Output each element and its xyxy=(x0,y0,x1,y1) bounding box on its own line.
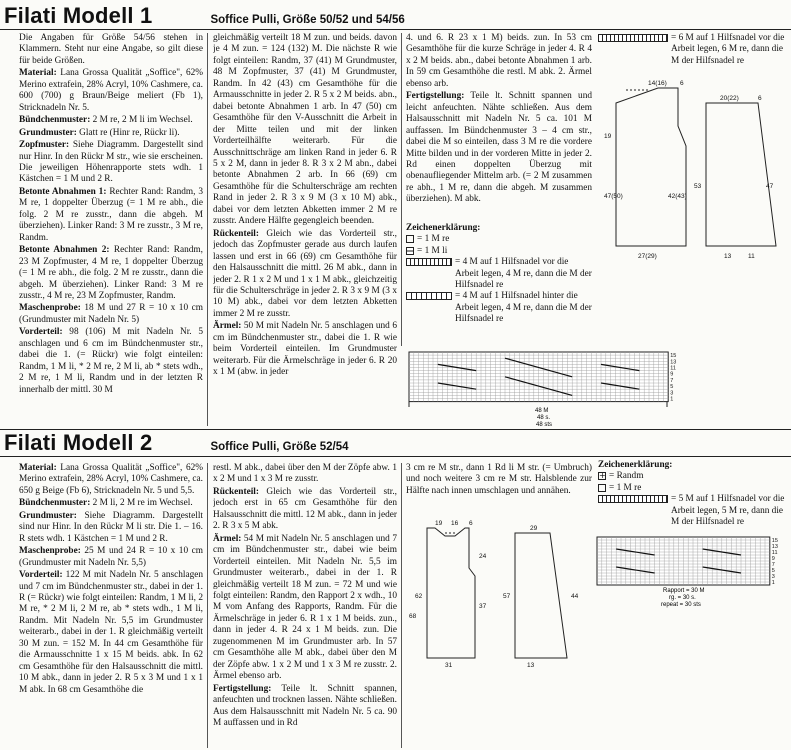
front-body-outline xyxy=(616,88,686,246)
chart-row-number: 9 xyxy=(670,371,674,378)
model1-col3-text: 4. und 6. R 23 x 1 M) beids. zun. In 53 cm Gesamthöhe für die kurze Schräge in jeder 4. R 4 x 2 M beids. abn., dabei betonte Abnahmen 1 arb. In 59 cm Gesamthöhe die restl. M abk. 2. Ärmel ebenso arb. xyxy=(406,33,592,89)
model2-legend-item: = Randm xyxy=(609,471,644,482)
model2-finish-heading: Fertigstellung: xyxy=(213,683,272,694)
chart-row-number: 9 xyxy=(771,556,775,562)
paragraph-heading: Zopfmuster: xyxy=(19,140,70,151)
schem-label: 6 xyxy=(758,95,762,102)
paragraph-text: 18 M und 27 R = 10 x 10 cm (Grundmuster mit Nadeln Nr. 5) xyxy=(19,303,203,325)
paragraph-heading: Material: xyxy=(19,463,57,473)
chart-row-number: 7 xyxy=(771,562,775,568)
paragraph-text: Die Angaben für Größe 54/56 stehen in Klammern. Steht nur eine Angabe, so gilt diese für beide Größen. xyxy=(19,33,203,66)
chart-row-number: 15 xyxy=(670,353,677,360)
paragraph-text: Lana Grossa Qualität „Soffice", 62% Merino extrafein, 28% Acryl, 10% Cashmere, ca. 650 g Beige (Fb 6), Stricknadeln Nr. 5 und 5,5. xyxy=(19,463,203,496)
model2-col2-text: restl. M abk., dabei über den M der Zöpfe abw. 1 x 2 M und 1 x 3 M re zusstr. xyxy=(213,463,397,485)
model1-sleeve-text: 50 M mit Nadeln Nr. 5 anschlagen und 6 cm im Bündchenmuster str., dabei die 1. R wie beim Vorderteil einteilen. Im Grundmuster weiterarb. Für die Ärmelschräge in jeder 6. R 20 x 1 M (abw. in jeder xyxy=(213,321,397,378)
schem-label: 29 xyxy=(530,525,538,532)
schem-label: 57 xyxy=(503,593,511,600)
model2-finish-text: Teile lt. Schnitt spannen, anfeuchten und trocknen lassen. Nähte schließen. Aus dem Halsausschnitt mit Nadeln Nr. 5 ca. 90 M auffassen und in Rd xyxy=(213,683,397,728)
model2-grid-chart xyxy=(593,535,789,613)
paragraph-heading: Vorderteil: xyxy=(19,570,63,581)
paragraph-heading: Betonte Abnahmen 2: xyxy=(19,245,110,256)
model1-finish-text: Teile lt. Schnitt spannen und leicht anfeuchten. Nähte schließen. Aus dem Halsausschnitt mit Nadeln Nr. 5 ca. 101 M auffassen. Im Bündchenmuster 3 – 4 cm str., dabei die M so einteilen, dass 3 M re die vordere Mitte bilden und in der vorderen Mitte in jeder 2. Rd einen doppelten Überzug mit obenaufliegender Mittelm arb. (= 2 M zusammen re abh., 1 M re, dann die abgeh. M zusammen überziehen). M abk. xyxy=(406,91,592,205)
schem-label: 19 xyxy=(435,520,443,527)
model2-title: Filati Modell 2 xyxy=(4,430,153,455)
cable-five-symbol-icon xyxy=(598,495,668,503)
paragraph-heading: Maschenprobe: xyxy=(19,303,81,314)
model1-column-3 xyxy=(406,33,592,233)
model1-legend-right xyxy=(598,33,788,67)
chart-row-number: 5 xyxy=(670,384,674,391)
chart-row-number: 1 xyxy=(771,580,775,586)
schem-label: 20(22) xyxy=(720,95,739,102)
sleeve-outline xyxy=(706,103,776,246)
paragraph-text: Siehe Diagramm. Dargestellt sind nur Hinr. In den Rückr M li str. Die 1. – 16. R stets wdh. 1 Kästchen = 1 M und 2 R. xyxy=(19,510,203,544)
cable-front-symbol-icon xyxy=(406,258,452,266)
model1-legend-item: = 1 M re xyxy=(417,234,450,245)
model1-legend-item: = 4 M auf 1 Hilfsnadel vor die Arbeit legen, 4 M re, dann die M der Hilfsnadel re xyxy=(455,257,592,291)
column-divider xyxy=(401,33,402,346)
model2-subtitle: Soffice Pulli, Größe 52/54 xyxy=(210,441,349,453)
chart-row-number: 7 xyxy=(670,377,674,384)
sleeve-outline xyxy=(515,533,567,658)
model1-column-1 xyxy=(19,33,203,428)
model1-legend xyxy=(406,223,592,326)
chart-arrow xyxy=(409,402,667,407)
schem-label: 68 xyxy=(409,613,417,620)
schem-label: 62 xyxy=(415,593,423,600)
model2-schematic xyxy=(405,518,590,668)
model2-legend-title: Zeichenerklärung: xyxy=(598,460,673,470)
schem-label: 19 xyxy=(604,133,612,140)
model1-subtitle: Soffice Pulli, Größe 50/52 und 54/56 xyxy=(210,14,405,26)
model1-legend-item: = 4 M auf 1 Hilfsnadel hinter die Arbeit legen, 4 M re, dann die M der Hilfsnadel re xyxy=(455,291,592,325)
paragraph-text: 98 (106) M mit Nadeln Nr. 5 anschlagen und 6 cm im Bündchenmuster str., dabei die 1. (= Rückr) wie folgt einteilen: Randm, 1 M li, * 2 M re, 2 M li, ab * stets wdh., 2 M re, 1 M li, Randm und in der letzten R innerhalb der mittl. 30 M xyxy=(19,327,203,395)
model2-legend xyxy=(598,460,788,528)
model1-finish-heading: Fertigstellung: xyxy=(406,91,465,102)
chart-row-number: 3 xyxy=(771,574,775,580)
schem-label: 16 xyxy=(451,520,459,527)
schem-label: 13 xyxy=(724,253,732,260)
model2-header xyxy=(0,429,791,457)
model2-column-2 xyxy=(213,463,397,748)
schem-label: 31 xyxy=(445,662,453,668)
model1-sleeve-heading: Ärmel: xyxy=(213,321,242,332)
chart-row-number: 3 xyxy=(670,390,674,397)
model2-sleeve-heading: Ärmel: xyxy=(213,533,242,544)
paragraph-text: 2 M re, 2 M li im Wechsel. xyxy=(90,115,193,126)
model1-col2-text: gleichmäßig verteilt 18 M zun. und beids. davon je 4 M zun. = 124 (132) M. Die nächste R wie folgt einteilen: Randm, 37 (41) M Grundmuster, 48 M Zopfmuster, 37 (41) M Grundmuster, Randm. In 42 (43) cm Gesamthöhe für die Armausschnitte in jeder 2. R 5 x 2 M beids. abn., dabei betonte Abnahmen 1 arb. In 47 (50) cm Gesamthöhe für den V-Ausschnitt die Arbeit in der Mitte teilen und mit der linken Vorderteilhälfte weiterarb. Für die Ausschnittschräge am linken Rand in jeder 6. R 5 x 2 M, dann in jeder 8. R 3 x 2 M abn., dabei betonte Abnahmen 2 arb. In 66 (69) cm Gesamthöhe für die Schulterschräge am rechten Rand in jeder 2. R 3 x 9 M (3 x 10 M) abk., dabei vor dem letzten Abketten immer 2 M re zusstr. Andere Hälfte gegengleich beenden. xyxy=(213,33,397,227)
model1-header xyxy=(0,2,791,30)
model2-column-3 xyxy=(406,463,592,523)
paragraph-text: Rechter Rand: Randm, 3 M re, 1 doppelter Überzug (= 1 M re abh., die folg. 2 M re zusstr., dann die abgeh. M überziehen). Linker Rand: 3 M re zusstr., 3 M re, Randm. xyxy=(19,186,203,243)
schem-label: 27(29) xyxy=(638,253,657,260)
model1-title: Filati Modell 1 xyxy=(4,3,153,28)
paragraph-text: 25 M und 24 R = 10 x 10 cm (Grundmuster mit Nadeln Nr. 5,5) xyxy=(19,546,203,568)
schem-label: 42(43) xyxy=(668,193,687,200)
chart-row-number: 15 xyxy=(771,538,778,544)
model1-cable-chart xyxy=(405,350,685,430)
model2-col3-text: 3 cm re M str., dann 1 Rd li M str. (= Umbruch) und noch weitere 3 cm re M str. Halsblende zur Hälfte nach innen umschlagen und annähen. xyxy=(406,463,592,496)
paragraph-heading: Bündchenmuster: xyxy=(19,115,91,126)
schem-label: 14(16) xyxy=(648,80,667,87)
schem-label: 44 xyxy=(571,593,579,600)
schem-label: 6 xyxy=(680,80,684,87)
paragraph-heading: Bündchenmuster: xyxy=(19,498,91,509)
chart-row-number: 13 xyxy=(771,544,778,550)
cable-back-symbol-icon xyxy=(406,292,452,300)
paragraph-heading: Grundmuster: xyxy=(19,127,77,138)
schem-label: 47(50) xyxy=(604,193,623,200)
knit-symbol-icon xyxy=(406,235,414,243)
model2-back-heading: Rückenteil: xyxy=(213,486,259,497)
column-divider xyxy=(401,463,402,748)
chart-width-label: rg. = 30 s. xyxy=(669,595,696,601)
paragraph-text: 122 M mit Nadeln Nr. 5 anschlagen und 7 cm im Bündchenmuster str., dabei in der 1. R (= Rückr) wie folgt einteilen: Randm, 1 M li, 2 M re, * 2 M li, 2 M re, ab * stets wdh., 1 M li, Randm. Mit Nadeln Nr. 5,5 im Grundmuster weiterarb., dabei in der 1. R gleichmäßig verteilt 30 M zun. = 152 M. In 44 cm Gesamthöhe für die Armausschnitte 1 x 15 M beids. abk. In 62 cm Gesamthöhe für den Halsausschnitt die mittl. 10 M abk., dann in jeder 2. R 5 x 3 M und 1 x 1 M abk. In 68 cm Gesamthöhe die xyxy=(19,570,203,695)
chart-row-number: 11 xyxy=(670,365,676,372)
schem-label: 37 xyxy=(479,603,487,610)
model2-legend-item: = 5 M auf 1 Hilfsnadel vor die Arbeit legen, 5 M re, dann die M der Hilfsnadel re xyxy=(671,494,785,528)
schem-label: 47 xyxy=(766,183,774,190)
column-divider xyxy=(207,33,208,426)
column-divider xyxy=(207,463,208,748)
paragraph-heading: Maschenprobe: xyxy=(19,546,81,557)
schem-label: 6 xyxy=(469,520,473,527)
front-body-outline xyxy=(427,528,475,658)
chart-width-label: 48 s. xyxy=(537,415,551,421)
model1-legend-title: Zeichenerklärung: xyxy=(406,223,481,233)
paragraph-heading: Grundmuster: xyxy=(19,510,77,521)
paragraph-text: 2 M li, 2 M re im Wechsel. xyxy=(90,498,193,509)
model2-column-1 xyxy=(19,463,203,748)
paragraph-text: Siehe Diagramm. Dargestellt sind nur Hinr. In den Rückr M str., wie sie erscheinen. Die jeweiligen Höhenrapporte stets wdh. 1 Kästchen = 1 M und 2 R. xyxy=(19,140,203,185)
chart-width-label: 48 M xyxy=(535,408,549,414)
paragraph-heading: Betonte Abnahmen 1: xyxy=(19,186,107,197)
cable-six-symbol-icon xyxy=(598,34,668,42)
chart-row-number: 1 xyxy=(670,396,674,403)
paragraph-text: Lana Grossa Qualität „Soffice", 62% Merino extrafein, 28% Acryl, 10% Cashmere, ca. 600 (700) g Braun/Beige meliert (Fb 1), Stricknadeln Nr. 5. xyxy=(19,68,203,113)
chart-row-number: 11 xyxy=(771,550,778,556)
chart-width-label: 48 sts xyxy=(536,422,553,428)
model1-back-heading: Rückenteil: xyxy=(213,228,259,239)
chart-row-number: 13 xyxy=(670,359,677,366)
schem-label: 11 xyxy=(748,253,755,260)
edge-stitch-symbol-icon: + xyxy=(599,471,606,481)
paragraph-heading: Material: xyxy=(19,68,57,79)
schem-label: 13 xyxy=(527,662,535,668)
model2-legend-item: = 1 M re xyxy=(609,482,642,493)
model1-legend-right-item: = 6 M auf 1 Hilfsnadel vor die Arbeit legen, 6 M re, dann die M der Hilfsnadel re xyxy=(671,33,785,66)
model1-column-2 xyxy=(213,33,397,428)
chart-row-number: 5 xyxy=(771,568,775,574)
model2-back-text: Gleich wie das Vorderteil str., jedoch erst in 65 cm Gesamthöhe für den Halsausschnitt die mittl. 12 M abk., dann in jeder 2. R 3 x 5 M abk. xyxy=(213,486,397,532)
model1-legend-item: = 1 M li xyxy=(417,245,448,256)
chart-width-label: Rapport = 30 M xyxy=(663,588,705,594)
paragraph-text: Rechter Rand: Randm, 23 M Zopfmuster, 4 M re, 1 doppelter Überzug (= 1 M re abh., die folg. 2 M re zusstr., dann die abgeh. M überziehen). Linker Rand: 3 M re zusstr., 4 M re, 23 M Zopfmuster, Randm. xyxy=(19,245,203,301)
model1-schematic xyxy=(598,78,788,263)
chart-width-label: repeat = 30 sts xyxy=(661,602,701,608)
schem-label: 24 xyxy=(479,553,487,560)
paragraph-heading: Vorderteil: xyxy=(19,327,63,338)
purl-symbol-icon xyxy=(406,247,414,255)
model1-back-text: Gleich wie das Vorderteil str., jedoch das Zopfmuster gerade aus durch laufen lassen und erst in 66 (69) cm Gesamthöhe für den Halsausschnitt die mittl. 26 M abk., dann in jeder 2. R 1 x 2 M und 1 x 1 M abk., gleichzeitig für die Schulterschräge in jeder 2. R 3 x 9 M (3 x 10 M) abk., dabei vor dem letzten Abketten immer 2 M re zusstr. xyxy=(213,228,397,319)
schem-label: 53 xyxy=(694,183,702,190)
knit-symbol-icon xyxy=(598,484,606,492)
paragraph-text: Glatt re (Hinr re, Rückr li). xyxy=(76,127,180,138)
model2-sleeve-text: 54 M mit Nadeln Nr. 5 anschlagen und 7 cm im Bündchenmuster str., dabei wie beim Vorderteil einteilen. Mit Nadeln Nr. 5,5 im Grundmuster weiterarb., dabei in der 1. R gleichmäßig verteilt 18 M zun. = 72 M und wie folgt einteilen: Randm, den Rapport 2 x wdh., 10 M vom Anfang des Rapports, Randm. Für die Ärmelschräge in jeder 6. R 1 x 1 M beids. zun., dann in jeder 4. R 24 x 1 M beids. zun. Die zugenommenen M im Grundmuster arb. In 57 cm Gesamthöhe alle M abk., dabei über den M der Zöpfe abw. 1 x 2 M und 1 x 3 M re zusstr. 2. Ärmel ebenso arb. xyxy=(213,533,397,682)
